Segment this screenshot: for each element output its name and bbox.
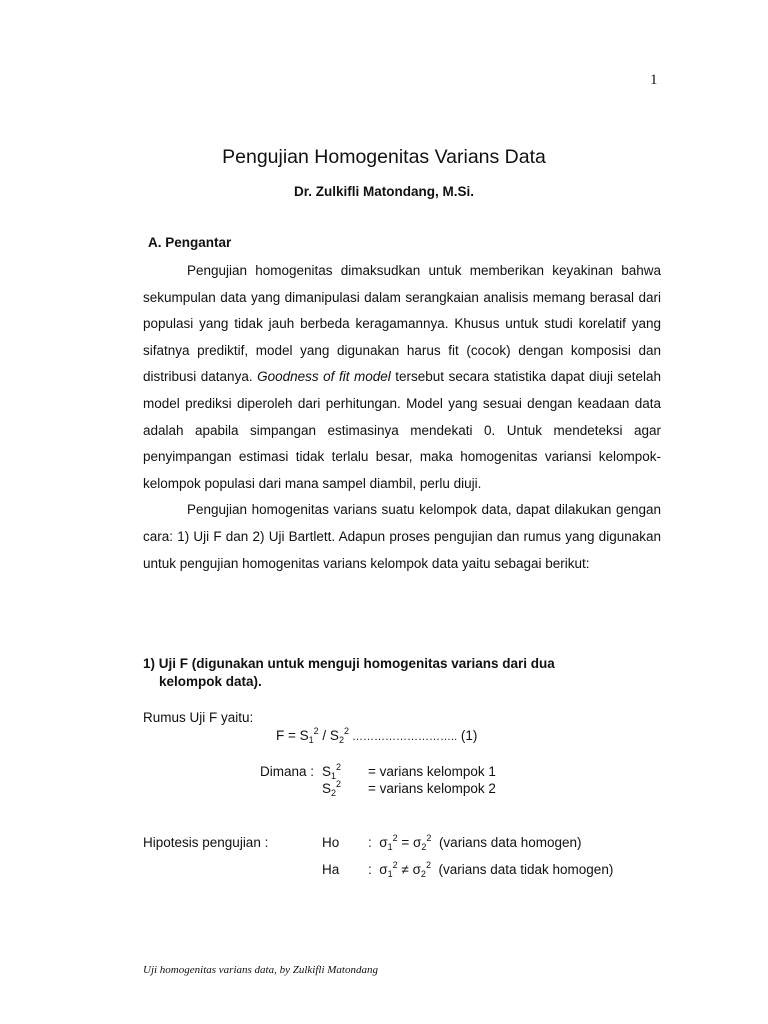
s2-sup: 2 [336, 779, 342, 789]
ho-hypothesis [368, 835, 582, 850]
ho-sup-2: 2 [426, 833, 432, 843]
ha-sigma-1: σ [379, 862, 388, 877]
uji-f-heading-line2: kelompok data). [159, 674, 262, 689]
document-title: Pengujian Homogenitas Varians Data [222, 146, 546, 168]
ho-sigma-1: σ [379, 835, 388, 850]
formula-lhs: F = S [276, 728, 309, 743]
formula-sub-2: 2 [338, 735, 344, 745]
page-number: 1 [650, 72, 658, 88]
ho-sup-1: 2 [392, 833, 398, 843]
ha-hypothesis [368, 862, 613, 877]
s1-sup: 2 [336, 762, 342, 772]
paragraph-1-italic: Goodness of fit model [257, 369, 391, 385]
paragraph-2: Pengujian homogenitas varians suatu kelompok data, dapat dilakukan gengan cara: 1) Uji F dan 2) Uji Bartlett. Adapun proses pengujian dan rumus yang digunakan untuk pengujian homogenitas varians kelompok data yaitu sebagai berikut: [143, 502, 661, 571]
section-heading-pengantar: A. Pengantar [148, 235, 232, 250]
ha-colon: : [368, 862, 372, 877]
page-footer: Uji homogenitas varians data, by Zulkifli Matondang [143, 964, 378, 976]
ha-sub-2: 2 [420, 869, 426, 879]
hipotesis-label: Hipotesis pengujian : [143, 835, 269, 850]
formula-sup-1: 2 [313, 726, 319, 736]
ha-sup-1: 2 [392, 860, 398, 870]
ha-sup-2: 2 [425, 860, 431, 870]
definition-2: = varians kelompok 2 [368, 781, 496, 796]
uji-f-heading-line1: 1) Uji F (digunakan untuk menguji homogenitas varians dari dua [143, 656, 555, 671]
ha-not-equals: ≠ [397, 862, 413, 877]
ho-sub-1: 1 [387, 842, 393, 852]
paragraph-1-text-a: Pengujian homogenitas dimaksudkan untuk memberikan keyakinan bahwa sekumpulan data yang dimanipulasi dalam serangkaian analisis memang berasal dari populasi yang tidak jauh berbeda keragamannya. Khusus untuk studi korelatif yang sifatnya prediktif, model yang digunakan harus fit (cocok) dengan komposisi dan distribusi datanya. [143, 263, 661, 385]
author-line: Dr. Zulkifli Matondang, M.Si. [293, 184, 474, 199]
formula-f [276, 728, 477, 743]
ha-sub-1: 1 [387, 869, 393, 879]
s2-sub: 2 [331, 788, 337, 798]
s2-squared [322, 781, 341, 796]
formula-mid: / S [318, 728, 339, 743]
ha-label: Ha [322, 862, 340, 877]
s2-letter: S [322, 781, 332, 796]
formula-sup-2: 2 [343, 726, 349, 736]
ho-sub-2: 2 [421, 842, 427, 852]
definition-1: = varians kelompok 1 [368, 764, 496, 779]
ho-label: Ho [322, 835, 340, 850]
rumus-label: Rumus Uji F yaitu: [143, 710, 254, 725]
formula-sub-1: 1 [308, 735, 314, 745]
s1-letter: S [322, 764, 332, 779]
ho-colon: : [368, 835, 372, 850]
ho-equals: = [397, 835, 414, 850]
ho-sigma-2: σ [413, 835, 422, 850]
ha-description: (varians data tidak homogen) [438, 862, 614, 877]
ha-sigma-2: σ [412, 862, 421, 877]
uji-f-heading [143, 655, 663, 691]
s1-sub: 1 [331, 771, 337, 781]
ho-description: (varians data homogen) [438, 835, 582, 850]
paragraph-1 [143, 258, 661, 497]
formula-number: (1) [460, 728, 478, 743]
formula-dots: ……………………….. [348, 731, 458, 743]
dimana-label: Dimana : [260, 764, 315, 779]
section-body [143, 258, 661, 577]
paragraph-1-text-b: tersebut secara statistika dapat diuji setelah model prediksi diperoleh dari perhitungan. Model yang sesuai dengan keadaan data adalah apabila simpangan estimasinya mendekati 0. Untuk mendeteksi agar penyimpangan estimasi tidak terlalu besar, maka homogenitas variansi kelompok-kelompok populasi dari mana sampel diambil, perlu diuji. [143, 369, 662, 491]
s1-squared [322, 764, 341, 779]
